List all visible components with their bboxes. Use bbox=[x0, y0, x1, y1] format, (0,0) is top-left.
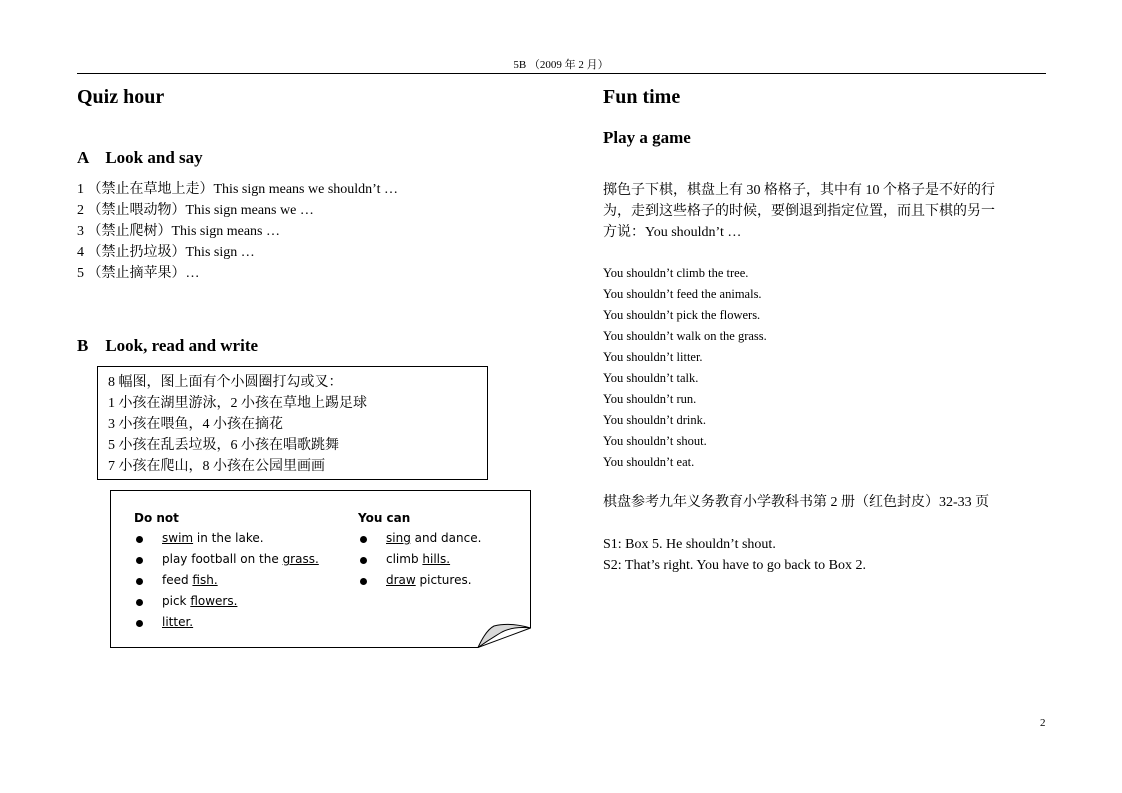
list-item: You shouldn’t shout. bbox=[603, 434, 707, 448]
rules-note bbox=[110, 490, 531, 648]
page-number: 2 bbox=[1040, 717, 1046, 729]
bullet-icon bbox=[136, 599, 143, 606]
list-item: 2 （禁止喂动物）This sign means we … bbox=[77, 203, 314, 218]
bullet-icon bbox=[360, 578, 367, 585]
do-not-item: pick flowers. bbox=[162, 594, 238, 608]
section-b-heading: B Look, read and write bbox=[77, 336, 259, 355]
box-line: 5 小孩在乱丢垃圾，6 小孩在唱歌跳舞 bbox=[108, 438, 339, 453]
dialogue-line: S2: That’s right. You have to go back to Box 2. bbox=[603, 558, 867, 573]
do-not-heading: Do not bbox=[134, 511, 179, 525]
do-not-item: play football on the grass. bbox=[162, 552, 319, 566]
fun-time-title: Fun time bbox=[603, 86, 681, 108]
do-not-item: litter. bbox=[162, 615, 194, 629]
bullet-icon bbox=[136, 578, 143, 585]
you-can-heading: You can bbox=[358, 511, 411, 525]
you-can-item: draw pictures. bbox=[386, 573, 472, 587]
list-item: 4 （禁止扔垃圾）This sign … bbox=[77, 245, 255, 260]
game-instructions bbox=[603, 180, 995, 243]
box-line: 3 小孩在喂鱼，4 小孩在摘花 bbox=[108, 417, 283, 432]
bullet-icon bbox=[136, 557, 143, 564]
list-item: 1 （禁止在草地上走）This sign means we shouldn’t … bbox=[77, 182, 398, 197]
play-a-game-subtitle: Play a game bbox=[603, 128, 691, 147]
bullet-icon bbox=[360, 536, 367, 543]
do-not-item: swim in the lake. bbox=[162, 531, 264, 545]
list-item: You shouldn’t climb the tree. bbox=[603, 266, 749, 280]
list-item: You shouldn’t eat. bbox=[603, 455, 695, 469]
page-header: 5B （2009 年 2 月） bbox=[513, 59, 609, 71]
list-item: 3 （禁止爬树）This sign means … bbox=[77, 224, 280, 239]
list-item: 5 （禁止摘苹果）… bbox=[77, 266, 200, 281]
box-line: 7 小孩在爬山，8 小孩在公园里画画 bbox=[108, 459, 325, 474]
instruction-line: 方说：You shouldn’t … bbox=[603, 225, 742, 240]
example-dialogue bbox=[603, 534, 866, 576]
sentence-list bbox=[603, 263, 767, 473]
list-item: You shouldn’t litter. bbox=[603, 350, 703, 364]
bullet-icon bbox=[136, 536, 143, 543]
look-and-say-list bbox=[77, 179, 398, 284]
instruction-line: 为，走到这些格子的时候，要倒退到指定位置，而且下棋的另一 bbox=[603, 204, 995, 219]
list-item: You shouldn’t pick the flowers. bbox=[603, 308, 761, 322]
dialogue-line: S1: Box 5. He shouldn’t shout. bbox=[603, 537, 776, 552]
list-item: You shouldn’t run. bbox=[603, 392, 697, 406]
box-line: 8 幅图，图上面有个小圆圈打勾或叉： bbox=[108, 375, 343, 390]
board-reference: 棋盘参考九年义务教育小学教科书第 2 册（红色封皮）32-33 页 bbox=[603, 495, 990, 510]
quiz-hour-title: Quiz hour bbox=[77, 86, 165, 108]
bullet-icon bbox=[360, 557, 367, 564]
list-item: You shouldn’t drink. bbox=[603, 413, 707, 427]
bullet-icon bbox=[136, 620, 143, 627]
list-item: You shouldn’t walk on the grass. bbox=[603, 329, 767, 343]
you-can-item: sing and dance. bbox=[386, 531, 482, 545]
instruction-line: 掷色子下棋，棋盘上有 30 格格子，其中有 10 个格子是不好的行 bbox=[603, 183, 995, 198]
list-item: You shouldn’t feed the animals. bbox=[603, 287, 762, 301]
picture-description-box bbox=[97, 366, 488, 480]
section-a-heading: A Look and say bbox=[77, 148, 203, 167]
you-can-item: climb hills. bbox=[386, 552, 451, 566]
do-not-item: feed fish. bbox=[162, 573, 218, 587]
list-item: You shouldn’t talk. bbox=[603, 371, 699, 385]
box-line: 1 小孩在湖里游泳，2 小孩在草地上踢足球 bbox=[108, 396, 367, 411]
header-rule bbox=[77, 73, 1046, 74]
